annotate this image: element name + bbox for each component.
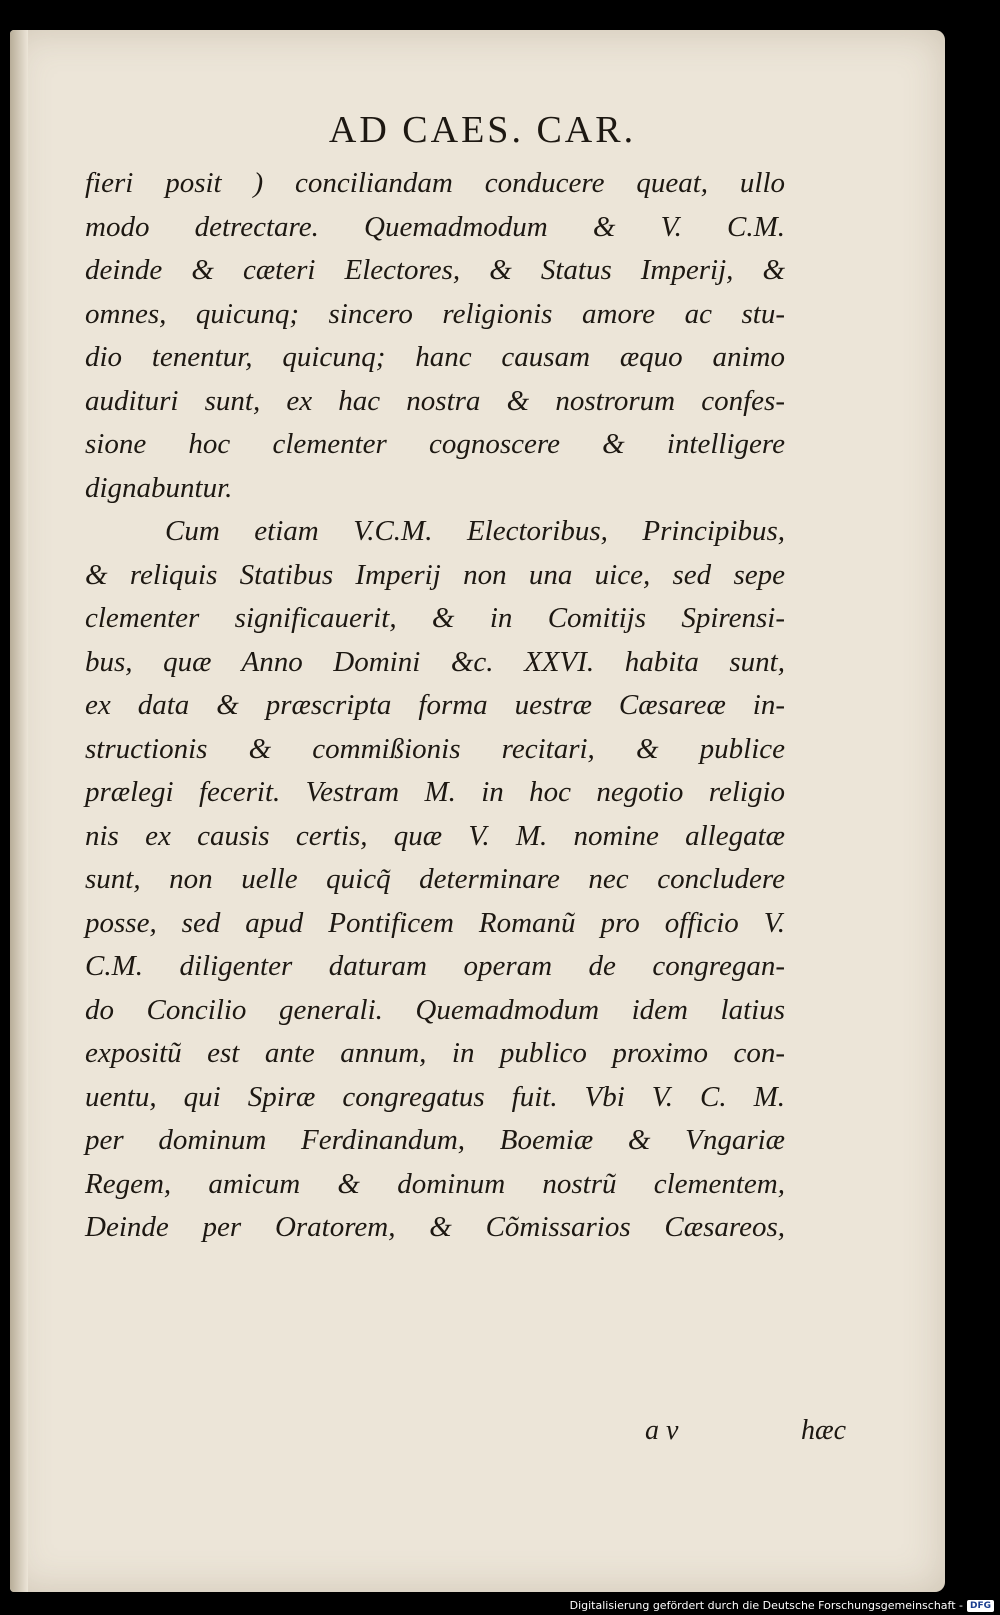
text-line: nis ex causis certis, quæ V. M. nomine allegatæ [85, 819, 785, 852]
text-line: ex data & præscripta forma uestræ Cæsareæ in- [85, 689, 785, 721]
text-line: expositũ est ante annum, in publico proximo con- [85, 1037, 785, 1069]
text-line: dio tenentur, quicunq; hanc causam æquo animo [85, 341, 785, 373]
text-line: sunt, non uelle quicq̃ determinare nec concludere [85, 863, 785, 895]
text-line: C.M. diligenter daturam operam de congregan- [85, 950, 785, 982]
book-page [10, 30, 945, 1592]
text-line: Deinde per Oratorem, & Cõmissarios Cæsareos, [85, 1211, 785, 1243]
text-line: per dominum Ferdinandum, Boemiæ & Vngariæ [85, 1124, 785, 1156]
text-line: fieri posit ) conciliandam conducere queat, ullo [85, 167, 785, 199]
signature-mark: a v [645, 1415, 679, 1446]
dfg-logo: DFG [967, 1600, 994, 1612]
text-line: prælegi fecerit. Vestram M. in hoc negotio religio [85, 776, 785, 808]
text-line: audituri sunt, ex hac nostra & nostrorum confes- [85, 384, 785, 417]
text-line: bus, quæ Anno Domini &c. XXVI. habita sunt, [85, 645, 785, 678]
text-line: posse, sed apud Pontificem Romanũ pro officio V. [85, 906, 785, 939]
page-footer-marks [85, 1415, 847, 1459]
text-line: dignabuntur. [85, 471, 233, 504]
text-line: Regem, amicum & dominum nostrũ clementem, [85, 1167, 785, 1200]
digitization-credit [570, 1599, 994, 1612]
text-line: deinde & cæteri Electores, & Status Imperij, & [85, 254, 785, 286]
body-text [85, 162, 847, 1446]
catchword: hæc [801, 1415, 847, 1446]
credit-text: Digitalisierung gefördert durch die Deutsche Forschungsgemeinschaft - [569, 1599, 963, 1612]
text-line: uentu, qui Spiræ congregatus fuit. Vbi V. C. M. [85, 1080, 785, 1113]
text-line: modo detrectare. Quemadmodum & V. C.M. [85, 210, 785, 243]
text-line: clementer significauerit, & in Comitijs Spirensi- [85, 602, 785, 634]
running-head: AD CAES. CAR. [328, 109, 637, 151]
page-gutter-shadow [10, 30, 28, 1592]
text-line: omnes, quicunq; sincero religionis amore ac stu- [85, 297, 785, 330]
text-line: sione hoc clementer cognoscere & intelligere [85, 428, 785, 460]
text-line: structionis & commißionis recitari, & publice [85, 732, 785, 765]
paragraph-first-line: Cum etiam V.C.M. Electoribus, Principibus, [165, 515, 785, 547]
text-line: & reliquis Statibus Imperij non una uice, sed sepe [85, 558, 785, 591]
text-line: do Concilio generali. Quemadmodum idem latius [85, 993, 785, 1026]
